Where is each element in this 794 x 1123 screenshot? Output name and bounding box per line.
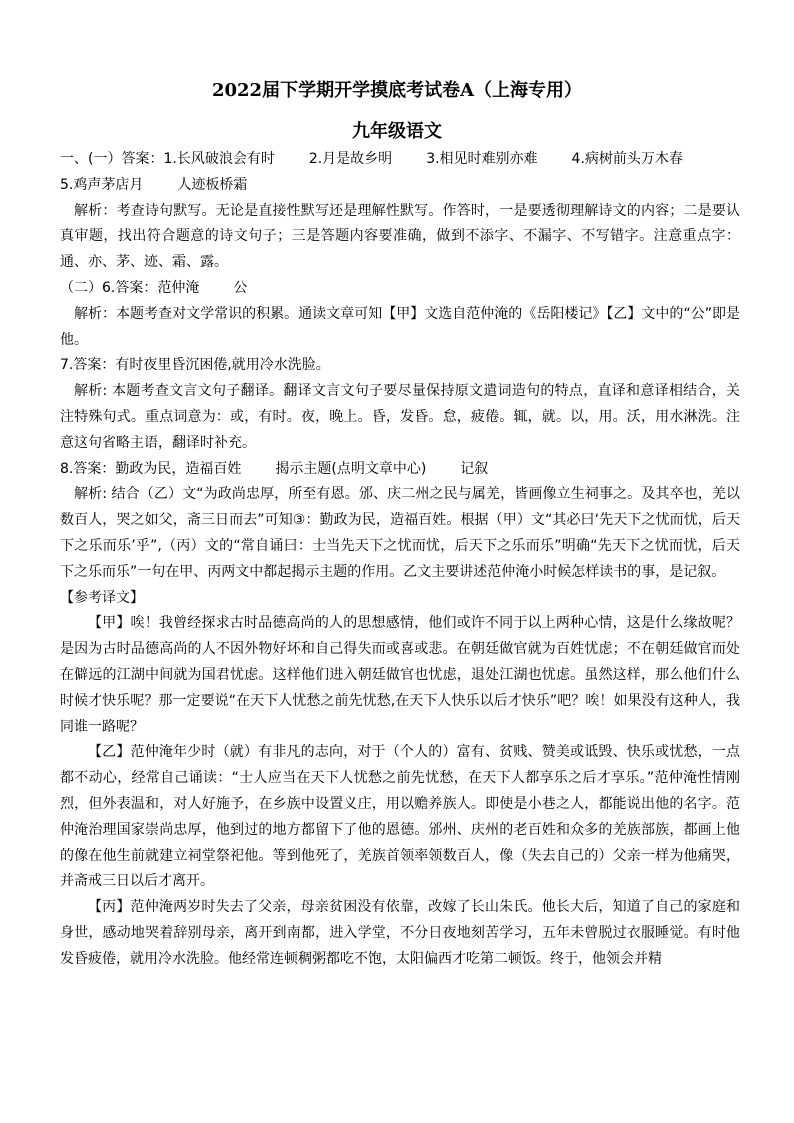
q7-answer: 7.答案：有时夜里昏沉困倦,就用冷水洗脸。 [60,357,330,374]
q1-analysis: 解析：考查诗句默写。无论是直接性默写还是理解性默写。作答时，一是要透彻理解诗文的内容；二是要认真审题，找出符合题意的诗文句子；三是答题内容要准确，做到不添字、不漏字、不写错字。注意重点字：通、亦、茅、迹、霜、露。 [60,202,740,271]
q6-answer-line [60,276,740,302]
q6-analysis: 解析：本题考查对文学常识的积累。通读文章可知【甲】文选自范仲淹的《岳阳楼记》【乙】文中的“公”即是他。 [60,305,740,348]
q1-answer-5b: 人迹板桥霜 [177,176,248,193]
reference-heading: 【参考译文】 [60,589,144,606]
q6-lead: （二）6.答案：范仲淹 [60,279,200,296]
q1-answer-line [60,147,740,173]
q8-lead: 8.答案：勤政为民，造福百姓 [60,460,242,477]
q1-answer-1: 1.长风破浪会有时 [163,151,275,167]
q1-answer-3: 3.相见时难别亦难 [426,151,538,167]
reference-translation-yi: 【乙】范仲淹年少时（就）有非凡的志向，对于（个人的）富有、贫贱、赞美或诋毁、快乐或忧愁，一点都不动心，经常自己诵读：“士人应当在天下人忧愁之前先忧愁，在天下人都享乐之后才享乐。”范仲淹性情刚烈，但外表温和，对人好施予，在乡族中设置义庄，用以赡养族人。即使是小巷之人，都能说出他的名字。范仲淹治理国家崇尚忠厚，他到过的地方都留下了他的恩德。邠州、庆州的老百姓和众多的羌族部族，都画上他的像在他生前就建立祠堂祭祀他。等到他死了，羌族首领率领数百人，像（失去自己的）父亲一样为他痛哭，并斋戒三日以后才离开。 [60,744,740,890]
reference-translation-bing: 【丙】范仲淹两岁时失去了父亲，母亲贫困没有依靠，改嫁了长山朱氏。他长大后，知道了自己的家庭和身世，感动地哭着辞别母亲，离开到南都，进入学堂，不分日夜地刻苦学习，五年未曾脱过衣服睡觉。有时他发昏疲倦，就用冷水洗脸。他经常连顿稠粥都吃不饱，太阳偏西才吃第二顿饭。终于，他领会并精 [60,899,740,967]
q1-answer-line-2 [60,173,740,199]
document-title: 2022届下学期开学摸底考试卷A（上海专用） [211,80,583,101]
answer-body [60,147,740,973]
q1-lead: 一、(一）答案： [60,151,164,167]
q7-analysis: 解析: 本题考查文言文句子翻译。翻译文言文句子要尽量保持原文遣词造句的特点，直译和意译相结合，关注特殊句式。重点词意为：或，有时。夜，晚上。昏，发昏。怠，疲倦。辄，就。以，用。沃，用水淋洗。注意这句省略主语，翻译时补充。 [60,383,740,451]
q6-answer-2: 公 [233,279,248,296]
q1-answer-5: 5.鸡声茅店月 [60,176,144,193]
q8-analysis: 解析: 结合（乙）文“为政尚忠厚，所至有恩。邠、庆二州之民与属羌，皆画像立生祠事之。及其卒也，羌以数百人，哭之如父，斋三日而去”可知③：勤政为民，造福百姓。根据（甲）文“其必曰‘先天下之忧而忧，后天下之乐而乐’乎”,（丙）文的“常自诵曰：士当先天下之忧而忧，后天下之乐而乐”明确“先天下之忧而忧，后天下之乐而乐”一句在甲、丙两文中都起揭示主题的作用。乙文主要讲述范仲淹小时候怎样读书的事，是记叙。 [60,486,740,580]
reference-translation-jia: 【甲】唉！我曾经探求古时品德高尚的人的思想感情，他们或许不同于以上两种心情，这是什么缘故呢？是因为古时品德高尚的人不因外物好坏和自己得失而或喜或悲。在朝廷做官就为百姓忧虑；不在朝廷做官而处在僻远的江湖中间就为国君忧虑。这样他们进入朝廷做官也忧虑，退处江湖也忧虑。虽然这样，那么他们什么时候才快乐呢？那一定要说“在天下人忧愁之前先忧愁,在天下人快乐以后才快乐”吧？唉！如果没有这种人，我同谁一路呢？ [60,615,740,735]
q1-answer-4: 4.病树前头万木春 [571,151,683,167]
q8-answer-3: 记叙 [460,460,489,477]
q8-answer-line [60,457,740,483]
document-subtitle: 九年级语文 [352,121,442,142]
q8-answer-2: 揭示主题(点明文章中心) [275,460,427,477]
q1-answer-2: 2.月是故乡明 [308,151,393,167]
